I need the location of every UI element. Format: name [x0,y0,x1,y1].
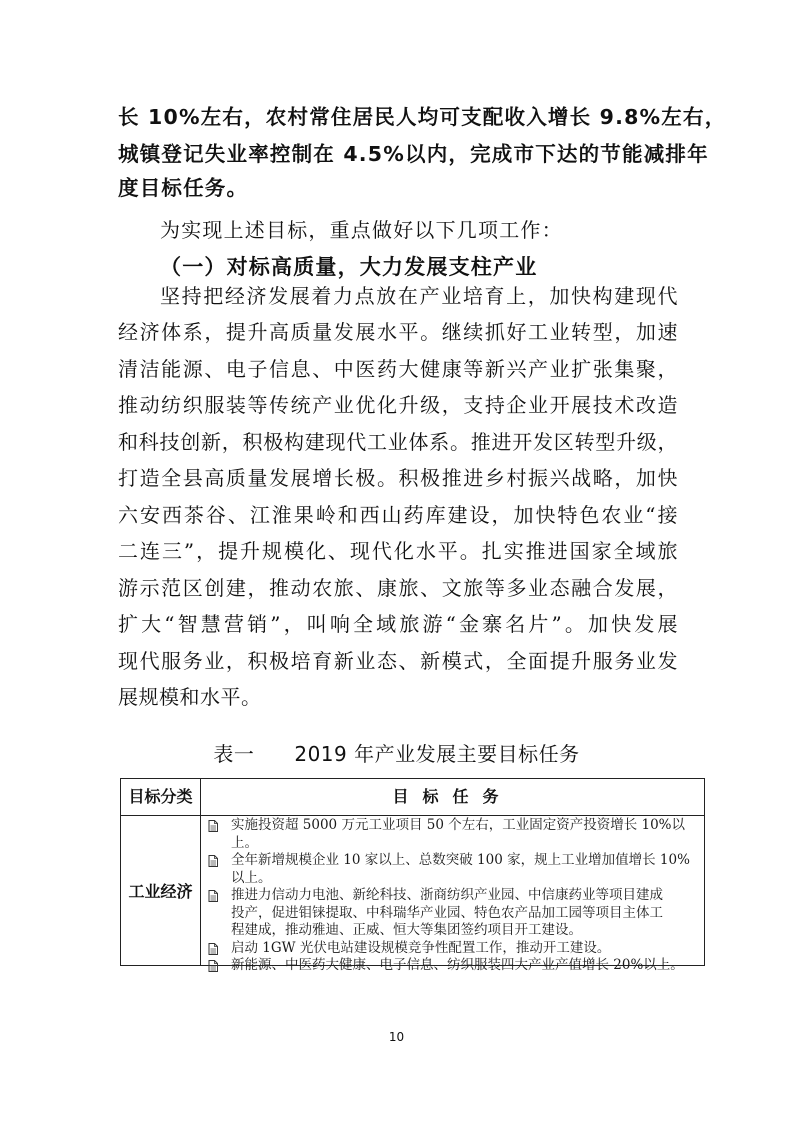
document-icon [208,820,218,832]
section-heading: （一）对标高质量，大力发展支柱产业 [160,255,538,279]
task-item [205,817,700,852]
task-item [205,887,700,940]
paragraph-line: 和科技创新，积极构建现代工业体系。推进开发区转型升级， [118,430,678,454]
task-item [205,852,700,887]
paragraph-line: 清洁能源、电子信息、中医药大健康等新兴产业扩张集聚， [118,357,678,381]
paragraph-line: 推动纺织服装等传统产业优化升级，支持企业开展技术改造 [118,393,678,417]
paragraph-line: 二连三”，提升规模化、现代化水平。扎实推进国家全域旅 [118,539,678,563]
task-text: 启动 1GW 光伏电站建设规模竞争性配置工作，推动开工建设。 [231,939,611,956]
task-item [205,957,700,975]
document-icon [208,890,218,902]
paragraph-line: 打造全县高质量发展增长极。积极推进乡村振兴战略，加快 [118,466,678,490]
paragraph-line: 展规模和水平。 [118,685,262,709]
paragraph-line: 经济体系，提升高质量发展水平。继续抓好工业转型，加速 [118,320,678,344]
task-text: 实施投资超 5000 万元工业项目 50 个左右，工业固定资产投资增长 10%以 上。 [231,817,685,851]
task-text: 全年新增规模企业 10 家以上、总数突破 100 家，规上工业增加值增长 10% 以上。 [231,852,690,886]
document-icon [208,943,218,955]
task-text: 推进力信动力电池、新纶科技、浙商纺织产业园、中信康药业等项目建成 投产，促进钼铼提取、中科瑞华产业园、特色农产品加工园等项目主体工 程建成，推动雅迪、正威、恒大等集团签约项目开工建设。 [231,887,663,938]
paragraph-line: 坚持把经济发展着力点放在产业培育上，加快构建现代 [160,284,678,308]
task-list [205,817,700,975]
category-cell: 工业经济 [128,882,193,901]
paragraph-line: 扩大“智慧营销”，叫响全域旅游“金寨名片”。加快发展 [118,612,678,636]
intro-text: 为实现上述目标，重点做好以下几项工作： [160,218,563,242]
document-icon [208,855,218,867]
text-line: 城镇登记失业率控制在 4.5%以内，完成市下达的节能减排年 [118,142,709,166]
paragraph-line: 游示范区创建，推动农旅、康旅、文旅等多业态融合发展， [118,576,678,600]
table-title-label: 表一 [213,742,255,766]
text-line: 长 10%左右，农村常住居民人均可支配收入增长 9.8%左右， [118,105,727,129]
targets-table [120,778,705,973]
paragraph-line: 现代服务业，积极培育新业态、新模式，全面提升服务业发 [118,649,678,673]
paragraph-line: 六安西茶谷、江淮果岭和西山药库建设，加快特色农业“接 [118,503,678,527]
document-icon [208,960,218,972]
task-text: 新能源、中医药大健康、电子信息、纺织服装四大产业产值增长 20%以上。 [231,957,684,973]
header-tasks: 目标任务 [392,787,513,806]
text-line: 度目标任务。 [118,176,249,200]
table-title [0,738,793,767]
page-number: 10 [388,1030,405,1044]
task-item [205,940,700,958]
table-title-text: 2019 年产业发展主要目标任务 [294,742,580,766]
header-category: 目标分类 [128,787,193,806]
